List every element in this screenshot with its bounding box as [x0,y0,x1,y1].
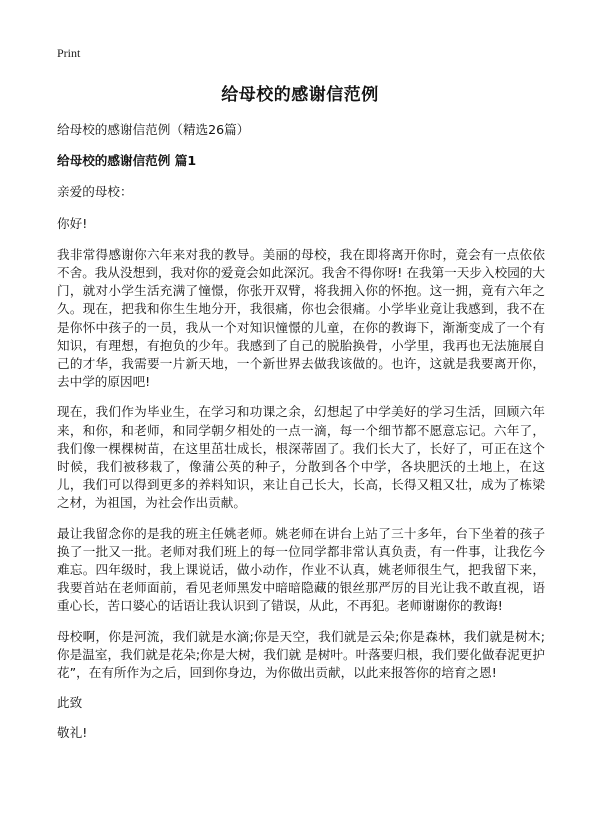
letter-paragraph: 现在，我们作为毕业生，在学习和功课之余，幻想起了中学美好的学习生活，回顾六年来，和你，和老师，和同学朝夕相处的一点一滴，每一个细节都不愿意忘记。六年了，我们像一棵棵树苗，在这里茁壮成长，根深蒂固了。我们长大了，长好了，可正在这个时候，我们被移栽了，像蒲公英的种子，分散到各个中学，各块肥沃的土地上，在这儿，我们可以得到更多的养料知识，来让自己长大，长高，长得又粗又壮，成为了栋梁之材，为祖国，为社会作出贡献。 [57,404,545,511]
letter-salute: 敬礼! [57,725,88,741]
letter-paragraph: 母校啊，你是河流，我们就是水滴;你是天空，我们就是云朵;你是森林，我们就是树木;你是温室，我们就是花朵;你是大树，我们就 是树叶。叶落要归根，我们要化做春泥更护花”，在有所作为之后，回到你身边，为你做出贡献，以此来报答你的培育之恩! [57,628,545,681]
letter-greeting: 亲爱的母校： [57,184,133,200]
section-heading: 给母校的感谢信范例 篇1 [57,153,197,169]
document-subtitle: 给母校的感谢信范例（精选26篇） [57,122,250,137]
print-link[interactable]: Print [57,46,81,60]
document-title: 给母校的感谢信范例 [221,85,379,105]
letter-hello: 你好! [57,215,88,231]
letter-paragraph: 最让我留念你的是我的班主任姚老师。姚老师在讲台上站了三十多年，台下坐着的孩子换了一批又一批。老师对我们班上的每一位同学都非常认真负责，有一件事，让我仡今难忘。四年级时，我上课说话，做小动作，作业不认真，姚老师很生气，把我留下来，我要首站在老师面前，看见老师黑发中暗暗隐藏的银丝那严厉的目光让我不敢直视，语重心长，苦口婆心的话语让我认识到了错误，从此，不再犯。老师谢谢你的教诲! [57,525,545,614]
letter-closing: 此致 [57,695,83,711]
document-body [57,121,545,743]
letter-paragraph: 我非常得感谢你六年来对我的教导。美丽的母校，我在即将离开你时，竟会有一点依依不舍。我从没想到，我对你的爱竟会如此深沉。我舍不得你呀! 在我第一天步入校园的大门，就对小学生活充满了憧憬，你张开双臂，将我拥入你的怀抱。这一拥，竟有六年之久。现在，把我和你生生地分开，我很痛，你也会很痛。小学毕业竟让我感到，我不在是你怀中孩子的一员，我从一个对知识憧憬的儿童，在你的教诲下，渐渐变成了一个有知识，有理想，有抱负的少年。我感到了自己的脱胎换骨，小学里，我再也无法施展自己的才华，我需要一片新天地，一个新世界去做我该做的。也许，这就是我要离开你，去中学的原因吧! [57,246,545,390]
